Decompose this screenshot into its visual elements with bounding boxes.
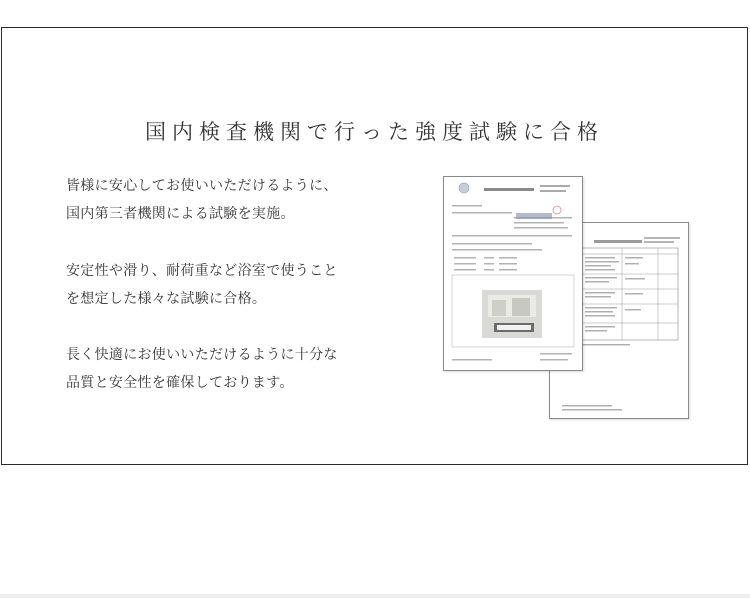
paragraph-2-line-2: を想定した様々な試験に合格。 xyxy=(66,291,267,307)
paragraph-3 xyxy=(66,341,338,397)
paragraph-1-line-1: 皆様に安心してお使いいただけるように、 xyxy=(66,178,338,194)
section-title: 国内検査機関で行った強度試験に合格 xyxy=(145,120,604,144)
paragraph-3-line-1: 長く快適にお使いいただけるように十分な xyxy=(66,347,338,363)
paragraph-2-line-1: 安定性や滑り、耐荷重など浴室で使うこと xyxy=(66,263,338,279)
paragraph-1-line-2: 国内第三者機関による試験を実施。 xyxy=(66,206,295,222)
paragraph-3-line-2: 品質と安全性を確保しております。 xyxy=(66,375,294,391)
paragraph-1 xyxy=(66,172,338,228)
bottom-divider xyxy=(0,594,750,598)
paragraph-2 xyxy=(66,257,338,313)
test-report-page-1-image xyxy=(443,176,583,371)
